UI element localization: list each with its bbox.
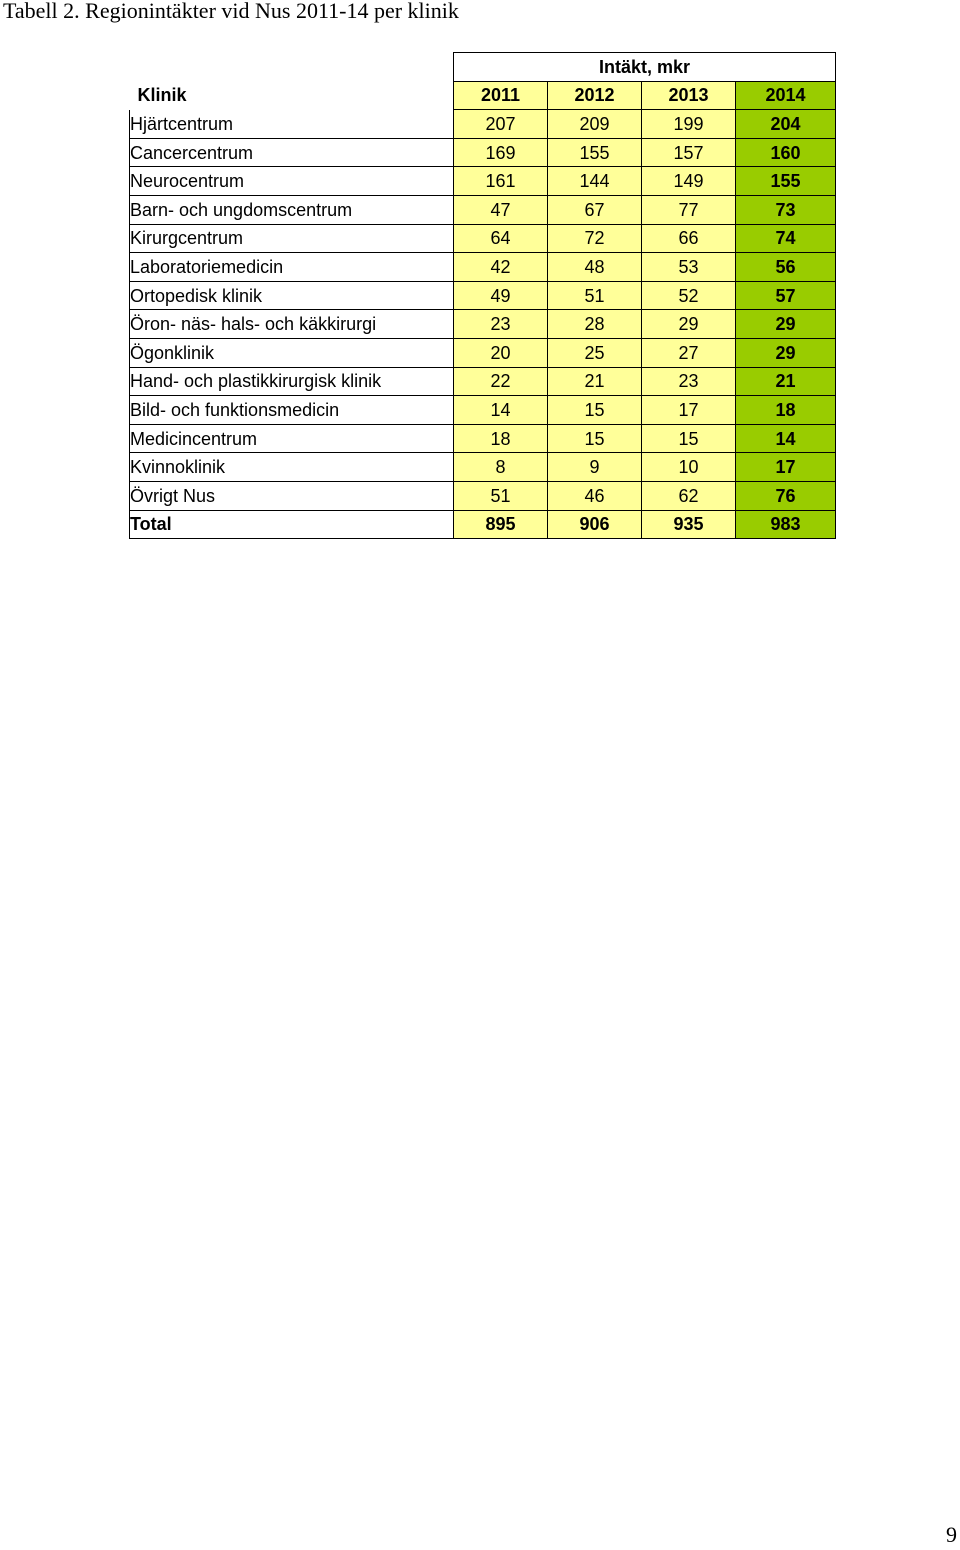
clinic-name: Laboratoriemedicin (130, 253, 454, 282)
value-cell-2014: 57 (736, 281, 836, 310)
clinic-name: Övrigt Nus (130, 481, 454, 510)
value-cell-2014: 29 (736, 310, 836, 339)
year-header-row (130, 81, 836, 110)
value-cell-2014: 18 (736, 396, 836, 425)
value-cell-2011: 20 (454, 338, 548, 367)
clinic-name: Hjärtcentrum (130, 110, 454, 139)
clinic-name: Kirurgcentrum (130, 224, 454, 253)
table-row (130, 167, 836, 196)
value-cell-2013: 77 (642, 195, 736, 224)
clinic-name: Ortopedisk klinik (130, 281, 454, 310)
value-cell-2011: 18 (454, 424, 548, 453)
table-row (130, 367, 836, 396)
table-row (130, 253, 836, 282)
clinic-name: Barn- och ungdomscentrum (130, 195, 454, 224)
value-cell-2014: 983 (736, 510, 836, 539)
value-cell-2012: 72 (548, 224, 642, 253)
value-cell-2012: 46 (548, 481, 642, 510)
table-row (130, 424, 836, 453)
value-cell-2014: 17 (736, 453, 836, 482)
value-cell-2013: 23 (642, 367, 736, 396)
value-cell-2011: 895 (454, 510, 548, 539)
table-row (130, 310, 836, 339)
value-cell-2014: 160 (736, 138, 836, 167)
value-cell-2014: 204 (736, 110, 836, 139)
klinik-header: Klinik (130, 81, 454, 110)
value-cell-2011: 64 (454, 224, 548, 253)
clinic-name: Öron- näs- hals- och käkkirurgi (130, 310, 454, 339)
revenue-group-header: Intäkt, mkr (454, 53, 836, 82)
value-cell-2012: 28 (548, 310, 642, 339)
value-cell-2013: 27 (642, 338, 736, 367)
value-cell-2012: 25 (548, 338, 642, 367)
value-cell-2014: 29 (736, 338, 836, 367)
value-cell-2012: 67 (548, 195, 642, 224)
value-cell-2014: 155 (736, 167, 836, 196)
value-cell-2012: 155 (548, 138, 642, 167)
total-row (130, 510, 836, 539)
value-cell-2013: 199 (642, 110, 736, 139)
value-cell-2012: 906 (548, 510, 642, 539)
clinic-name: Neurocentrum (130, 167, 454, 196)
value-cell-2013: 62 (642, 481, 736, 510)
value-cell-2012: 9 (548, 453, 642, 482)
clinic-name: Medicincentrum (130, 424, 454, 453)
value-cell-2014: 14 (736, 424, 836, 453)
value-cell-2013: 15 (642, 424, 736, 453)
value-cell-2011: 8 (454, 453, 548, 482)
value-cell-2013: 10 (642, 453, 736, 482)
blank-corner (130, 53, 454, 82)
table-title: Tabell 2. Regionintäkter vid Nus 2011-14 per klinik (3, 0, 459, 23)
value-cell-2013: 149 (642, 167, 736, 196)
table-row (130, 453, 836, 482)
value-cell-2011: 42 (454, 253, 548, 282)
value-cell-2012: 48 (548, 253, 642, 282)
value-cell-2011: 49 (454, 281, 548, 310)
table-row (130, 396, 836, 425)
value-cell-2013: 935 (642, 510, 736, 539)
value-cell-2011: 47 (454, 195, 548, 224)
group-header-row (130, 53, 836, 82)
value-cell-2012: 15 (548, 424, 642, 453)
value-cell-2012: 15 (548, 396, 642, 425)
page-number: 9 (946, 1522, 957, 1547)
value-cell-2011: 161 (454, 167, 548, 196)
value-cell-2012: 209 (548, 110, 642, 139)
value-cell-2011: 169 (454, 138, 548, 167)
value-cell-2011: 14 (454, 396, 548, 425)
value-cell-2012: 21 (548, 367, 642, 396)
value-cell-2011: 23 (454, 310, 548, 339)
revenue-table-body (130, 53, 836, 539)
clinic-name: Kvinnoklinik (130, 453, 454, 482)
value-cell-2013: 53 (642, 253, 736, 282)
value-cell-2013: 66 (642, 224, 736, 253)
clinic-name: Bild- och funktionsmedicin (130, 396, 454, 425)
value-cell-2014: 74 (736, 224, 836, 253)
table-row (130, 481, 836, 510)
year-header-2013: 2013 (642, 81, 736, 110)
year-header-2012: 2012 (548, 81, 642, 110)
total-label: Total (130, 510, 454, 539)
value-cell-2014: 73 (736, 195, 836, 224)
value-cell-2014: 56 (736, 253, 836, 282)
value-cell-2014: 21 (736, 367, 836, 396)
year-header-2011: 2011 (454, 81, 548, 110)
table-row (130, 138, 836, 167)
revenue-table (129, 52, 836, 539)
value-cell-2013: 52 (642, 281, 736, 310)
value-cell-2013: 29 (642, 310, 736, 339)
table-row (130, 224, 836, 253)
table-row (130, 338, 836, 367)
table-row (130, 110, 836, 139)
clinic-name: Hand- och plastikkirurgisk klinik (130, 367, 454, 396)
value-cell-2013: 157 (642, 138, 736, 167)
clinic-name: Cancercentrum (130, 138, 454, 167)
table-row (130, 281, 836, 310)
value-cell-2012: 51 (548, 281, 642, 310)
value-cell-2013: 17 (642, 396, 736, 425)
year-header-2014: 2014 (736, 81, 836, 110)
value-cell-2011: 207 (454, 110, 548, 139)
value-cell-2014: 76 (736, 481, 836, 510)
value-cell-2011: 51 (454, 481, 548, 510)
value-cell-2011: 22 (454, 367, 548, 396)
clinic-name: Ögonklinik (130, 338, 454, 367)
table-row (130, 195, 836, 224)
value-cell-2012: 144 (548, 167, 642, 196)
